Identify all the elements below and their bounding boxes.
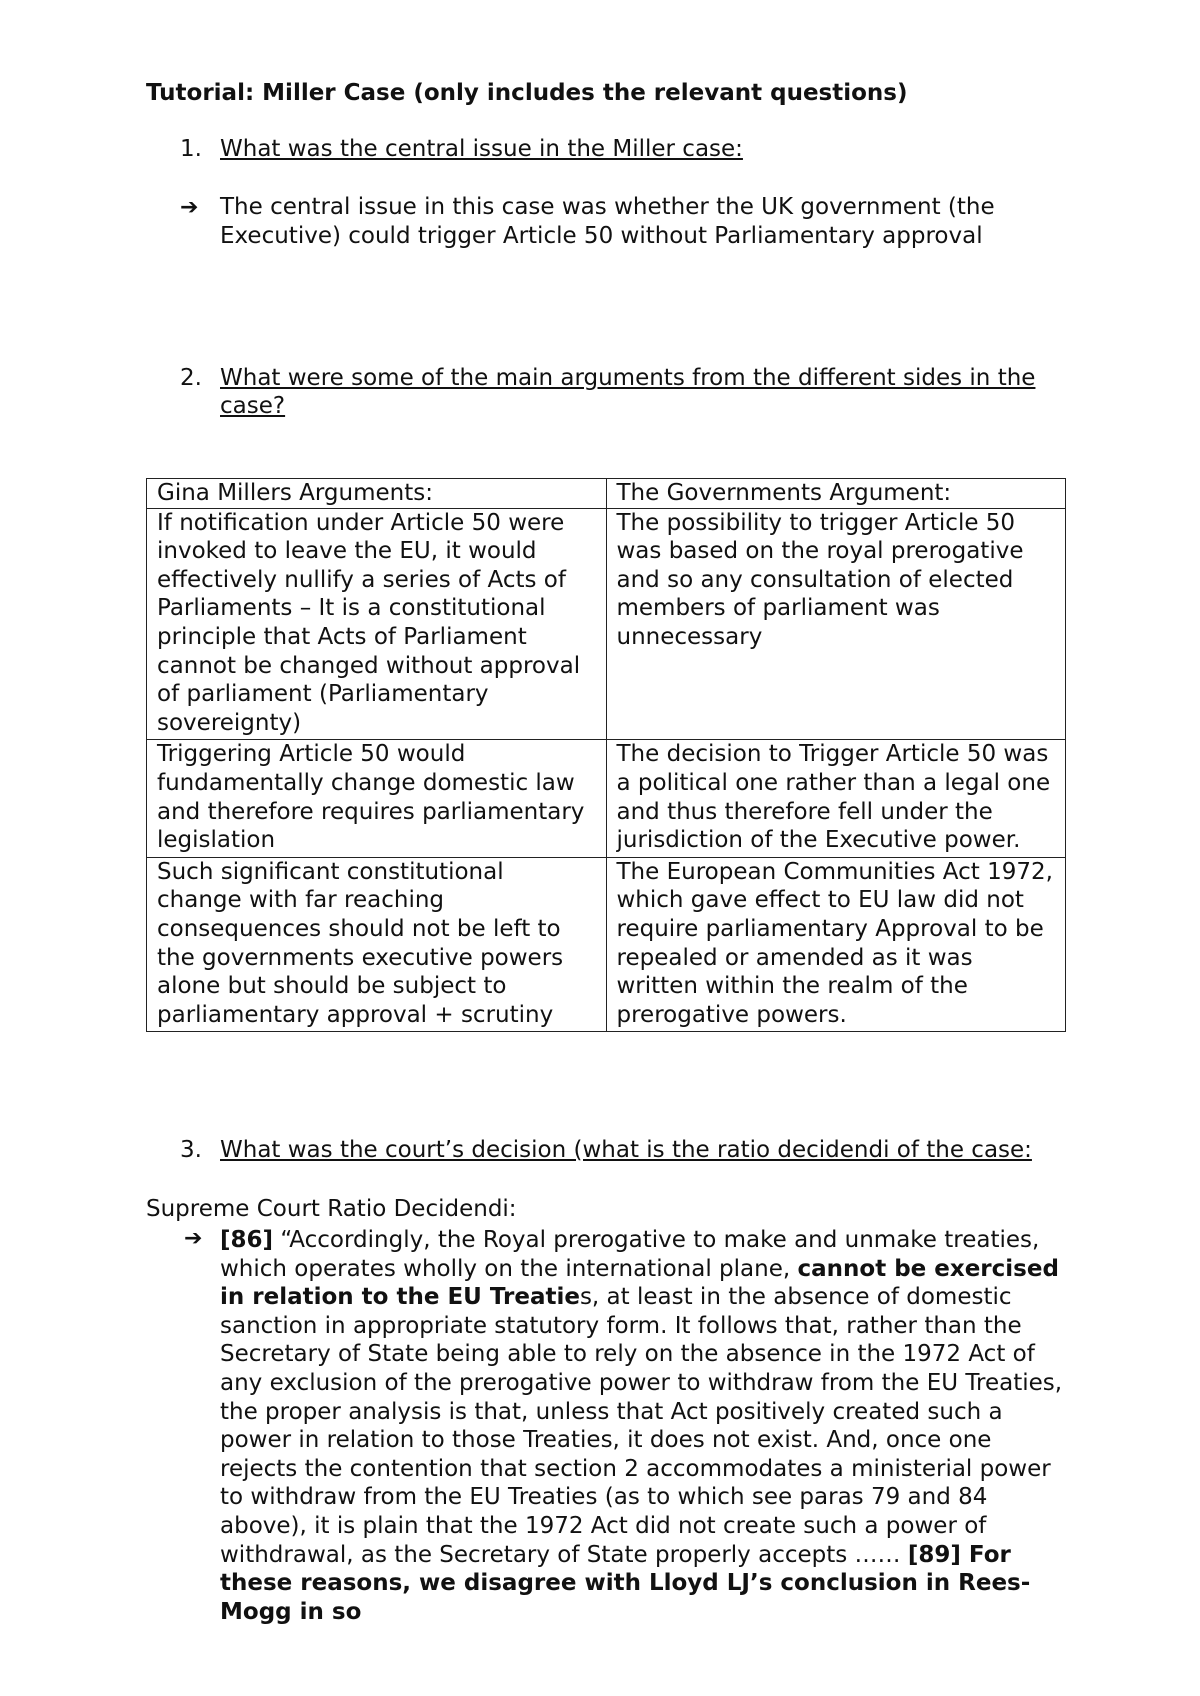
question-3-number: 3. <box>180 1137 202 1163</box>
para-ref-86: [86] <box>220 1227 274 1253</box>
question-1-answer-text: The central issue in this case was whether the UK government (the Executive) could trigger Article 50 without Parliamentary approval <box>220 194 995 249</box>
quote-text-2: s, at least in the absence of domestic sanction in appropriate statutory form. It follows that, rather than the Secretary of State being able to rely on the absence in the 1972 Act of any exclusion of the prerogative power to withdraw from the EU Treaties, the proper analysis is that, unless that Act positively created such a power in relation to those Treaties, it does not exist. And, once one rejects the contention that section 2 accommodates a ministerial power to withdraw from the EU Treaties (as to which see paras 79 and 84 above), it is plain that the 1972 Act did not create such a power of withdrawal, as the Secretary of State properly accepts …… <box>220 1284 1063 1568</box>
table-row <box>147 857 1066 1032</box>
arrow-right-icon: ➔ <box>180 195 199 220</box>
table-cell: If notification under Article 50 were invoked to leave the EU, it would effectively nullify a series of Acts of Parliaments – It is a constitutional principle that Acts of Parliament cannot be changed without approval of parliament (Parliamentary sovereignty) <box>147 508 607 740</box>
question-1-number: 1. <box>180 136 202 162</box>
table-header-miller: Gina Millers Arguments: <box>147 479 607 509</box>
quote-bold-2: [89] For these reasons, we disagree with Lloyd LJ’s conclusion in Rees-Mogg in so <box>220 1541 1031 1625</box>
question-2-number: 2. <box>180 365 202 391</box>
question-1-text: What was the central issue in the Miller case: <box>220 136 743 162</box>
table-header-row <box>147 479 1066 509</box>
table-cell: Triggering Article 50 would fundamentally change domestic law and therefore requires parliamentary legislation <box>147 740 607 857</box>
page-title: Tutorial: Miller Case (only includes the relevant questions) <box>146 80 908 106</box>
table-header-government: The Governments Argument: <box>606 479 1066 509</box>
table-cell: The decision to Trigger Article 50 was a political one rather than a legal one and thus therefore fell under the jurisdiction of the Executive power. <box>606 740 1066 857</box>
table-cell: The possibility to trigger Article 50 was based on the royal prerogative and so any consultation of elected members of parliament was unnecessary <box>606 508 1066 740</box>
table-cell: The European Communities Act 1972, which gave effect to EU law did not require parliamentary Approval to be repealed or amended as it was written within the realm of the prerogative powers. <box>606 857 1066 1032</box>
question-2-text: What were some of the main arguments from the different sides in the case? <box>220 365 1036 419</box>
arguments-table <box>146 478 1066 1032</box>
table-row <box>147 740 1066 857</box>
table-row <box>147 508 1066 740</box>
ratio-quote <box>220 1226 1070 1626</box>
question-3-text: What was the court’s decision (what is the ratio decidendi of the case: <box>220 1137 1032 1163</box>
ratio-label: Supreme Court Ratio Decidendi: <box>146 1196 517 1222</box>
arrow-right-icon: ➔ <box>184 1226 203 1251</box>
quote-text-1: “Accordingly, the Royal prerogative to make and unmake treaties, which operates wholly on the international plane, <box>220 1227 1040 1282</box>
quote-bold-1: cannot be exercised in relation to the EU Treatie <box>220 1255 1059 1311</box>
question-1 <box>180 136 743 162</box>
table-cell: Such significant constitutional change with far reaching consequences should not be left to the governments executive powers alone but should be subject to parliamentary approval + scrutiny <box>147 857 607 1032</box>
